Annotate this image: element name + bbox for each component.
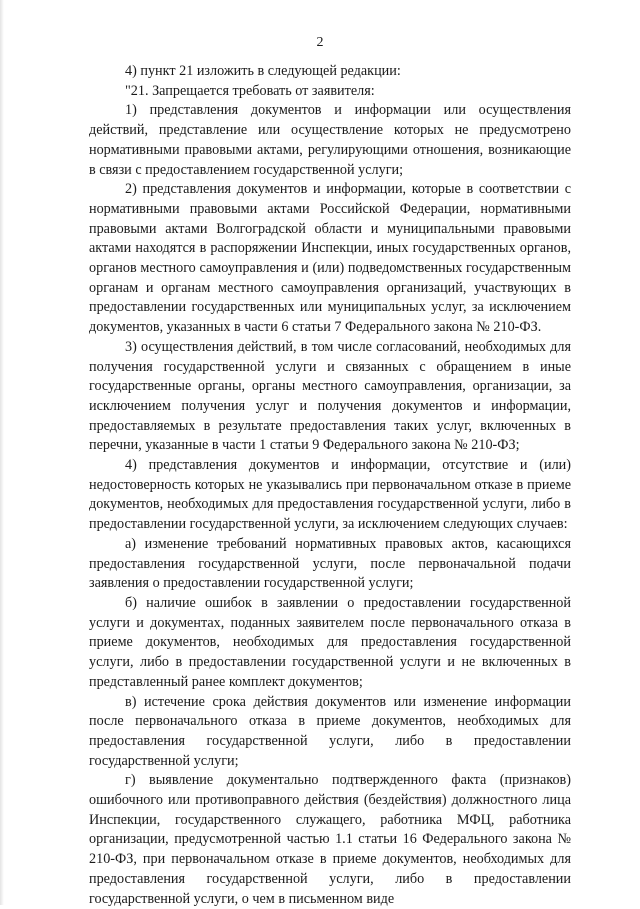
paragraph-point-21-heading: "21. Запрещается требовать от заявителя:	[125, 82, 375, 99]
scan-edge-shadow	[0, 0, 4, 905]
paragraph-case-g: г) выявление документально подтвержденного факта (признаков) ошибочного или противоправного действия (бездействия) должностного лица Инспекции, государственного служащего, работника МФЦ, работника организации, предусмотренной частью 1.1 статьи 16 Федерального закона № 210-ФЗ, при первоначальном отказе в приеме документов, необходимых для предоставления государственной услуги, либо в предоставлении государственной услуги, о чем в письменном виде	[89, 772, 571, 907]
paragraph-subitem-2: 2) представления документов и информации, которые в соответствии с нормативными правовыми актами Российской Федерации, нормативными правовыми актами Волгоградской области и муниципальными правовыми актами находятся в распоряжении Инспекции, иных государственных органов, органов местного самоуправления и (или) подведомственных государственным органам и органам местного самоуправления организаций, участвующих в предоставлении государственных или муниципальных услуг, за исключением документов, указанных в части 6 статьи 7 Федерального закона № 210-ФЗ.	[89, 181, 571, 336]
paragraph-case-b: б) наличие ошибок в заявлении о предоставлении государственной услуги и документах, поданных заявителем после первоначального отказа в приеме документов, необходимых для предоставления государственной услуги, либо в предоставлении государственной услуги и не включенных в представленный ранее комплект документов;	[89, 594, 571, 690]
paragraph-case-v: в) истечение срока действия документов или изменение информации после первоначального отказа в приеме документов, необходимых для предоставления государственной услуги, либо в предоставлении государственной услуги;	[89, 693, 571, 769]
paragraph-item-4-intro: 4) пункт 21 изложить в следующей редакции:	[125, 63, 401, 79]
paragraph-subitem-4: 4) представления документов и информации, отсутствие и (или) недостоверность которых не указывались при первоначальном отказе в приеме документов, необходимых для предоставления государственной услуги, либо в предоставлении государственной услуги, за исключением следующих случаев:	[89, 457, 571, 533]
paragraph-subitem-1: 1) представления документов и информации или осуществления действий, представление или осуществление которых не предусмотрено нормативными правовыми актами, регулирующими отношения, возникающие в связи с предоставлением государственной услуги;	[89, 102, 571, 178]
page-number: 2	[316, 35, 324, 50]
document-body	[89, 62, 571, 909]
paragraph-case-a: а) изменение требований нормативных правовых актов, касающихся предоставления государственной услуги, после первоначальной подачи заявления о предоставлении государственной услуги;	[89, 535, 571, 592]
paragraph-subitem-3: 3) осуществления действий, в том числе согласований, необходимых для получения государственной услуги и связанных с обращением в иные государственные органы, органы местного самоуправления, организации, за исключением получения услуг и получения документов и информации, предоставляемых в результате предоставления таких услуг, включенных в перечни, указанные в части 1 статьи 9 Федерального закона № 210-ФЗ;	[89, 338, 571, 454]
